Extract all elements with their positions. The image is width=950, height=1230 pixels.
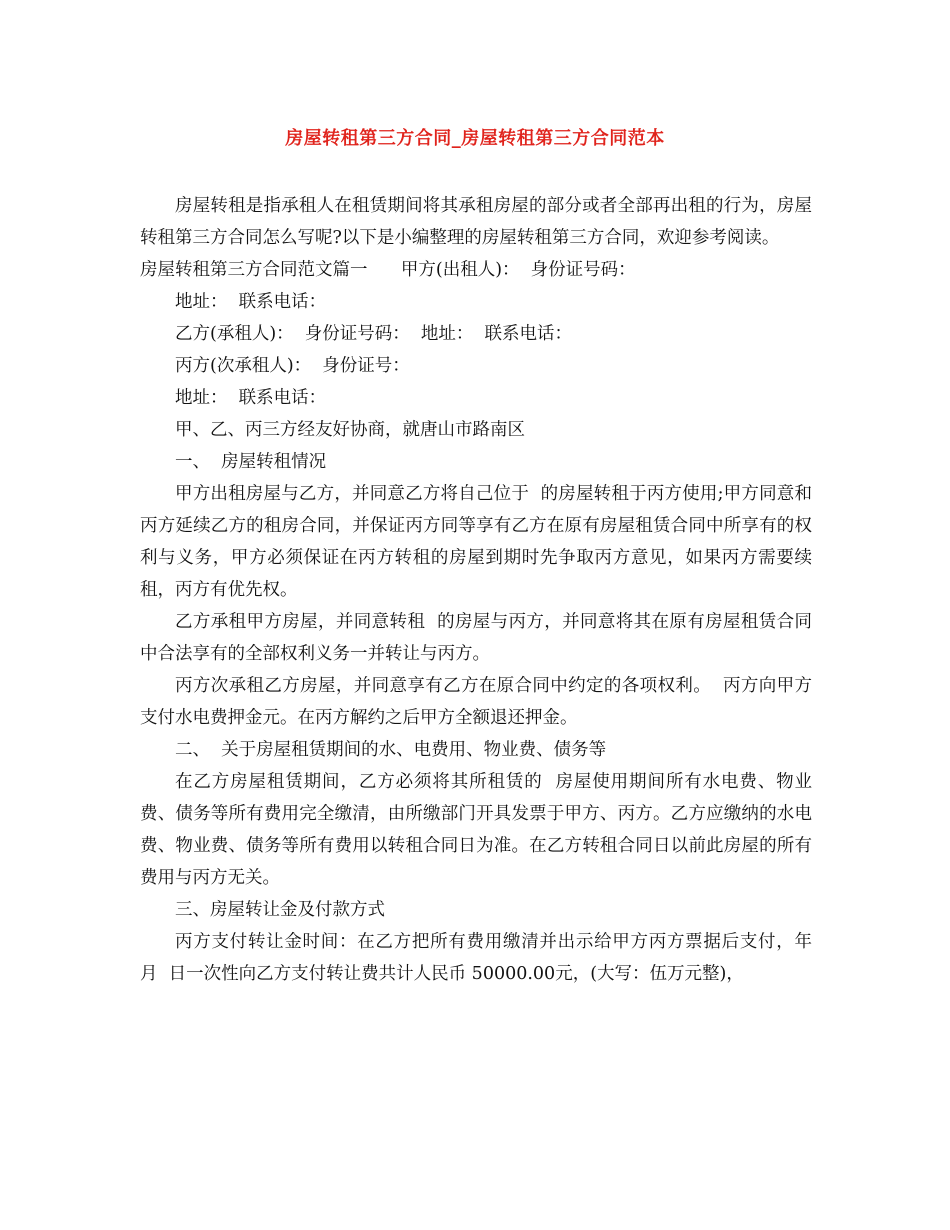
paragraph: 丙方次承租乙方房屋，并同意享有乙方在原合同中约定的各项权利。 丙方向甲方支付水电费押金元。在丙方解约之后甲方全额退还押金。 [140, 676, 812, 728]
paragraph: 在乙方房屋租赁期间，乙方必须将其所租赁的 房屋使用期间所有水电费、物业费、债务等所有费用完全缴清，由所缴部门开具发票于甲方、丙方。乙方应缴纳的水电费、物业费、债务等所有费用以转租合同日为准。在乙方转租合同日以前此房屋的所有费用与丙方无关。 [140, 772, 812, 888]
paragraph: 丙方(次承租人)： 身份证号： [175, 356, 410, 376]
paragraph: 甲方出租房屋与乙方，并同意乙方将自己位于 的房屋转租于丙方使用;甲方同意和丙方延续乙方的租房合同，并保证丙方同等享有乙方在原有房屋租赁合同中所享有的权利与义务，甲方必须保证在丙方转租的房屋到期时先争取丙方意见，如果丙方需要续租，丙方有优先权。 [140, 484, 812, 600]
paragraph: 一、 房屋转租情况 [175, 452, 327, 472]
paragraph: 乙方承租甲方房屋，并同意转租 的房屋与丙方，并同意将其在原有房屋租赁合同中合法享有的全部权利义务一并转让与丙方。 [140, 612, 812, 664]
paragraph: 甲、乙、丙三方经友好协商，就唐山市路南区 [175, 420, 525, 440]
paragraph: 乙方(承租人)： 身份证号码： 地址： 联系电话： [175, 324, 573, 344]
paragraph: 丙方支付转让金时间：在乙方把所有费用缴清并出示给甲方丙方票据后支付，年 月 日一次性向乙方支付转让费共计人民币 50000.00元，(大写：伍万元整)， [140, 932, 824, 984]
paragraph: 三、房屋转让金及付款方式 [175, 900, 385, 920]
paragraph: 地址： 联系电话： [175, 292, 327, 312]
document-title: 房屋转租第三方合同_房屋转租第三方合同范本 [285, 128, 665, 149]
paragraph: 地址： 联系电话： [175, 388, 327, 408]
document-body [140, 190, 824, 990]
paragraph: 房屋转租第三方合同范文篇一 甲方(出租人)： 身份证号码： [140, 260, 636, 280]
paragraph: 房屋转租是指承租人在租赁期间将其承租房屋的部分或者全部再出租的行为，房屋转租第三方合同怎么写呢?以下是小编整理的房屋转租第三方合同，欢迎参考阅读。 [140, 196, 812, 248]
paragraph: 二、 关于房屋租赁期间的水、电费用、物业费、债务等 [175, 740, 607, 760]
